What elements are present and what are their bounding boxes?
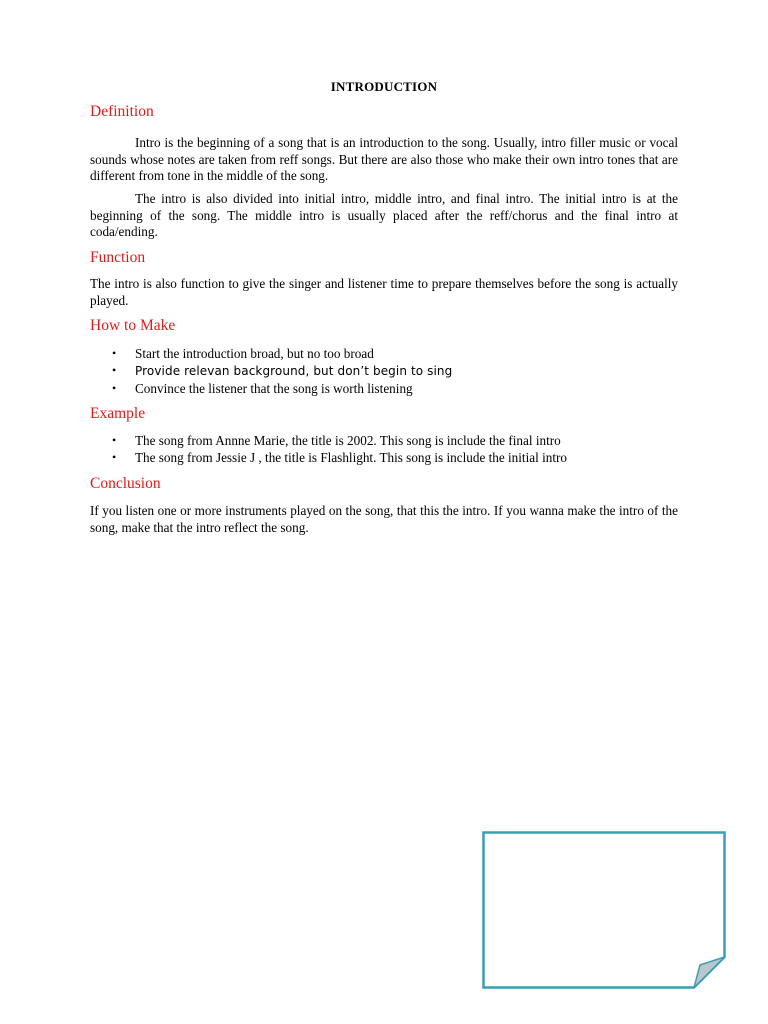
page-title: INTRODUCTION xyxy=(330,79,438,94)
list-item xyxy=(90,449,690,466)
note-box xyxy=(482,831,726,989)
list-item xyxy=(90,432,690,449)
list-item-text: Provide relevan background, but don’t begin to sing xyxy=(135,364,453,378)
list-item-text: The song from Annne Marie, the title is 2002. This song is include the final intro xyxy=(135,433,561,448)
list-item xyxy=(90,380,690,397)
bullet-icon: • xyxy=(112,450,117,464)
how-to-make-list xyxy=(90,345,690,397)
bullet-icon: • xyxy=(112,363,117,377)
definition-paragraph-1: Intro is the beginning of a song that is an introduction to the song. Usually, intro filler music or vocal sounds whose notes are taken from reff songs. But there are also those who make their own intro tones that are different from tone in the middle of the song. xyxy=(90,135,678,183)
function-paragraph: The intro is also function to give the singer and listener time to prepare themselves before the song is actually played. xyxy=(90,276,678,308)
list-item-text: The song from Jessie J , the title is Flashlight. This song is include the initial intro xyxy=(135,450,567,465)
bullet-icon: • xyxy=(112,346,117,360)
how-to-make-heading: How to Make xyxy=(90,317,176,334)
definition-paragraph-2: The intro is also divided into initial intro, middle intro, and final intro. The initial intro is at the beginning of the song. The middle intro is usually placed after the reff/chorus and the final intro at coda/ending. xyxy=(90,191,678,239)
example-list xyxy=(90,432,690,466)
list-item-text: Convince the listener that the song is worth listening xyxy=(135,381,413,396)
list-item xyxy=(90,345,690,362)
list-item xyxy=(90,362,690,380)
example-heading: Example xyxy=(90,405,146,422)
bullet-icon: • xyxy=(112,381,117,395)
definition-heading: Definition xyxy=(90,103,154,120)
bullet-icon: • xyxy=(112,433,117,447)
function-heading: Function xyxy=(90,249,146,266)
list-item-text: Start the introduction broad, but no too broad xyxy=(135,346,374,361)
conclusion-heading: Conclusion xyxy=(90,475,161,492)
conclusion-paragraph: If you listen one or more instruments played on the song, that this the intro. If you wanna make the intro of the song, make that the intro reflect the song. xyxy=(90,503,678,535)
note-box-border xyxy=(484,833,725,988)
